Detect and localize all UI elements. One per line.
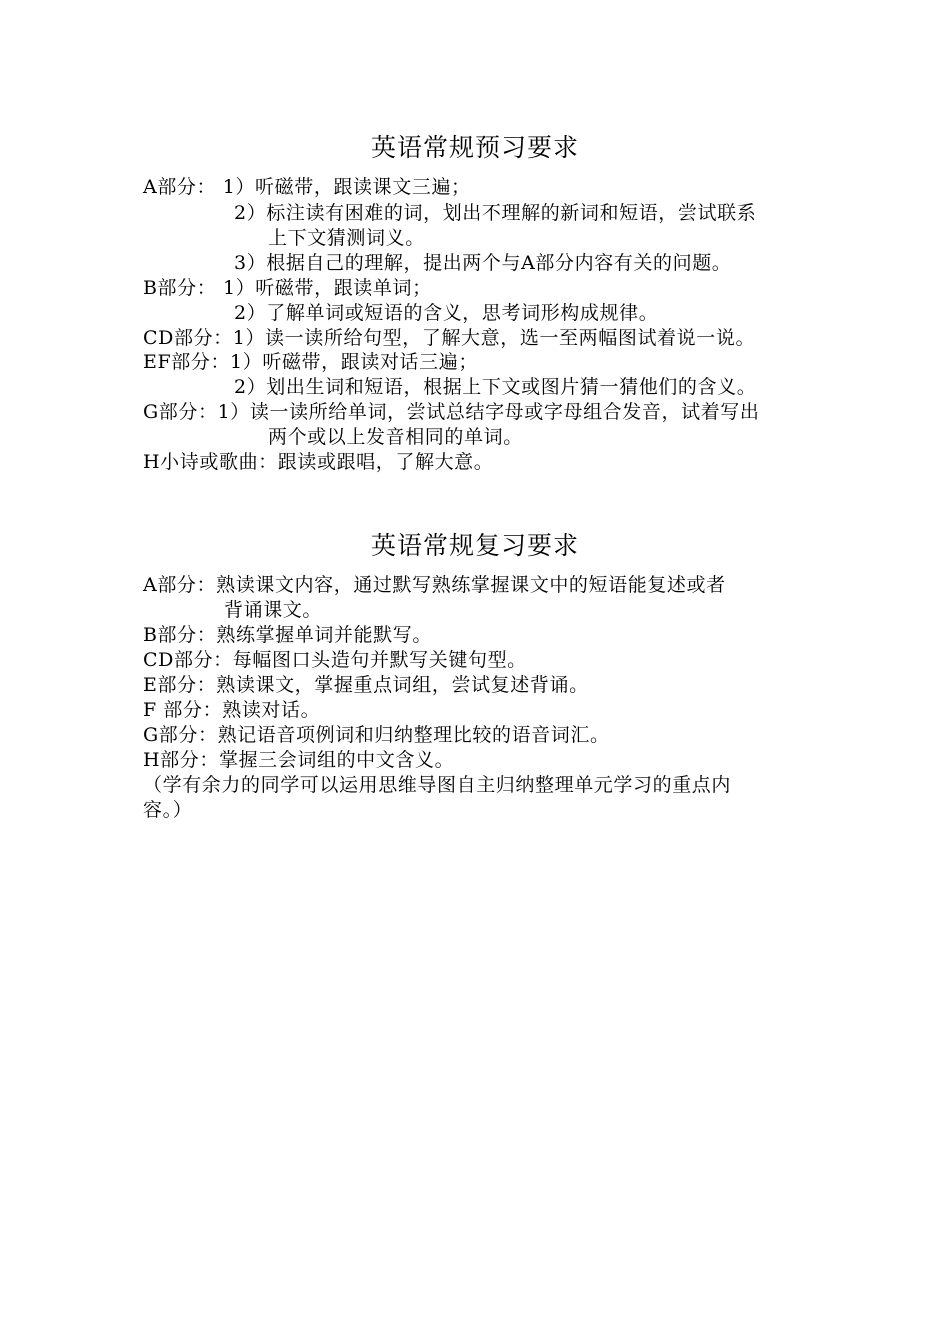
preview-line-ef2: 2）划出生词和短语，根据上下文或图片猜一猜他们的含义。 <box>234 376 757 398</box>
review-line-note: （学有余力的同学可以运用思维导图自主归纳整理单元学习的重点内 <box>143 774 732 796</box>
review-line-f: F 部分：熟读对话。 <box>143 699 321 721</box>
preview-line-a3: 3）根据自己的理解，提出两个与A部分内容有关的问题。 <box>234 252 732 274</box>
preview-line-a2-cont: 上下文猜测词义。 <box>268 227 425 249</box>
review-line-a: A部分：熟读课文内容，通过默写熟练掌握课文中的短语能复述或者 <box>143 574 726 596</box>
review-line-h: H部分：掌握三会词组的中文含义。 <box>143 749 455 771</box>
preview-line-b2: 2）了解单词或短语的含义，思考词形构成规律。 <box>234 302 659 324</box>
review-line-g: G部分：熟记语音项例词和归纳整理比较的语音词汇。 <box>143 724 610 746</box>
preview-line-a2: 2）标注读有困难的词，划出不理解的新词和短语，尝试联系 <box>234 202 757 224</box>
preview-line-g-cont: 两个或以上发音相同的单词。 <box>268 426 523 448</box>
preview-line-h: H小诗或歌曲：跟读或跟唱，了解大意。 <box>143 451 494 473</box>
preview-line-ef1: EF部分：1）听磁带，跟读对话三遍； <box>143 351 478 373</box>
review-line-note-cont: 容。） <box>143 799 193 821</box>
preview-line-b1: B部分： 1）听磁带，跟读单词； <box>143 277 432 299</box>
review-line-cd: CD部分：每幅图口头造句并默写关键句型。 <box>143 649 527 671</box>
review-title: 英语常规复习要求 <box>370 531 579 560</box>
review-line-a-cont: 背诵课文。 <box>224 599 323 621</box>
review-line-e: E部分：熟读课文，掌握重点词组，尝试复述背诵。 <box>143 674 589 696</box>
preview-line-cd: CD部分：1）读一读所给句型，了解大意，选一至两幅图试着说一说。 <box>143 327 756 349</box>
review-line-b: B部分：熟练掌握单词并能默写。 <box>143 624 432 646</box>
preview-line-a1: A部分： 1）听磁带，跟读课文三遍； <box>143 176 471 198</box>
preview-title: 英语常规预习要求 <box>370 133 579 162</box>
preview-line-g: G部分：1）读一读所给单词，尝试总结字母或字母组合发音，试着写出 <box>143 401 760 423</box>
